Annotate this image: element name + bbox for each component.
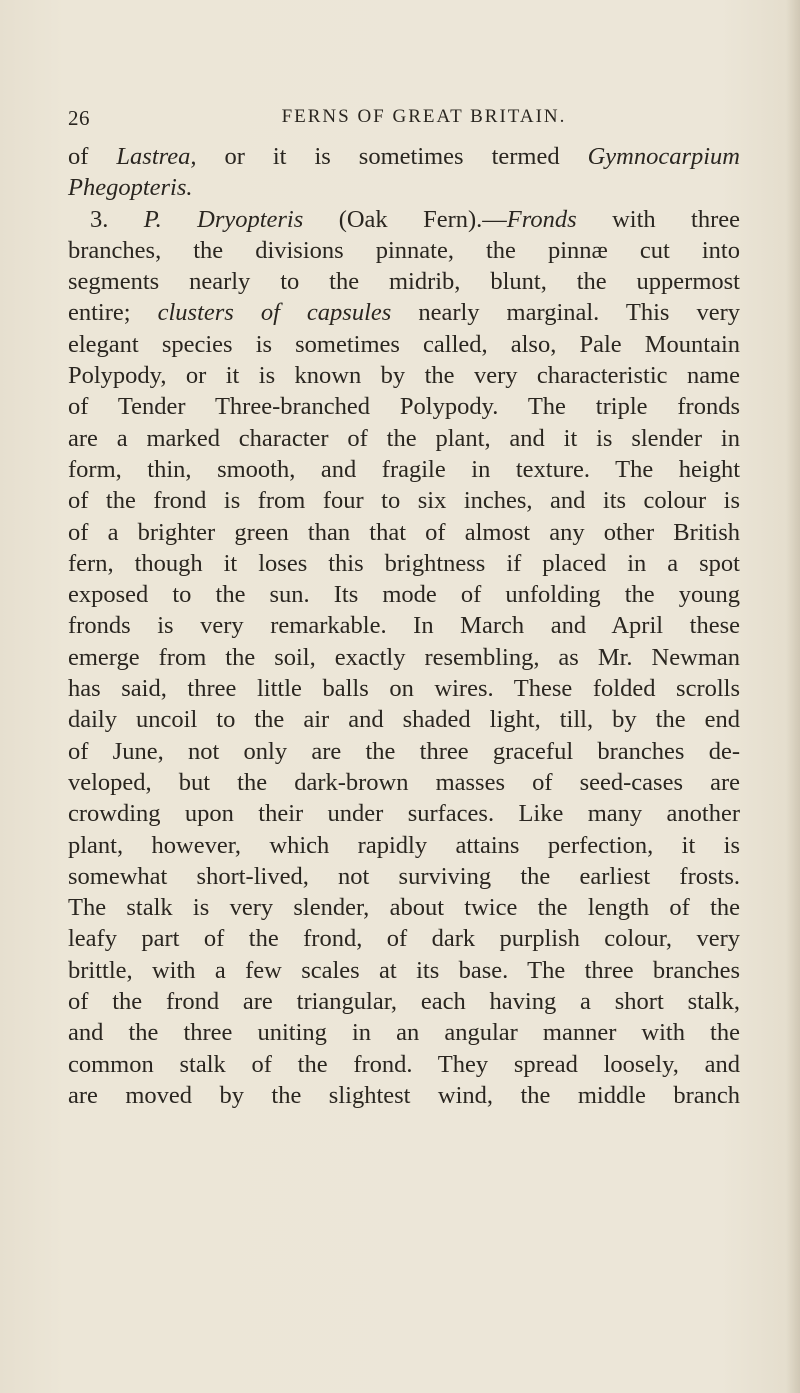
text-run: has said, three little balls on wires. These folded scrolls [68, 675, 740, 703]
italic-text: Lastrea, [116, 143, 197, 170]
italic-text: Fronds [506, 205, 577, 233]
text-line [68, 204, 740, 235]
text-line [68, 798, 740, 829]
page-edge-shadow [786, 0, 800, 1393]
text-line [68, 579, 740, 610]
text-line [68, 266, 740, 297]
text-line [68, 235, 740, 266]
text-line [68, 736, 740, 767]
text-run: somewhat short-lived, not surviving the earliest frosts. [68, 862, 740, 890]
text-line [68, 548, 740, 579]
text-line [68, 329, 740, 360]
text-run: exposed to the sun. Its mode of unfolding the young [68, 581, 740, 609]
text-run: (Oak Fern).— [303, 205, 507, 233]
text-run: common stalk of the frond. They spread loosely, and [68, 1050, 740, 1078]
text-run: of a brighter green than that of almost any other British [68, 518, 740, 546]
text-line [68, 485, 740, 516]
text-line [68, 986, 740, 1017]
text-line [68, 141, 740, 172]
italic-text: Gymnocarpium [587, 143, 740, 170]
running-title: FERNS OF GREAT BRITAIN. [281, 106, 567, 127]
text-run: of the frond is from four to six inches, and its colour is [68, 487, 740, 515]
text-run: leafy part of the frond, of dark purplish colour, very [68, 925, 740, 953]
page-header [68, 106, 740, 136]
text-run: nearly marginal. This very [391, 299, 740, 327]
text-line [68, 297, 740, 328]
text-line [68, 454, 740, 485]
text-run: veloped, but the dark-brown masses of seed-cases are [68, 768, 740, 796]
page-number: 26 [68, 106, 90, 130]
text-line [68, 391, 740, 422]
text-run: with three [576, 205, 740, 233]
text-run: branches, the divisions pinnate, the pinnæ cut into [68, 236, 740, 264]
text-run: fronds is very remarkable. In March and April these [68, 612, 740, 640]
text-run: are moved by the slightest wind, the middle branch [68, 1081, 740, 1109]
text-run: of the frond are triangular, each having a short stalk, [68, 988, 740, 1016]
text-line [68, 673, 740, 704]
text-line [68, 642, 740, 673]
text-line [68, 704, 740, 735]
text-line [68, 830, 740, 861]
text-run: The stalk is very slender, about twice the length of the [68, 894, 740, 922]
text-line [68, 923, 740, 954]
italic-text: Phegopteris. [68, 174, 193, 202]
text-line [68, 767, 740, 798]
text-line [68, 861, 740, 892]
text-run: 3. [90, 205, 144, 233]
text-run: are a marked character of the plant, and it is slender in [68, 424, 740, 452]
text-line [68, 517, 740, 548]
text-run: fern, though it loses this brightness if placed in a spot [68, 549, 740, 577]
text-run: form, thin, smooth, and fragile in texture. The height [68, 455, 740, 483]
italic-text: P. Dryopteris [143, 205, 304, 233]
text-run: of [68, 143, 117, 170]
text-run: of June, not only are the three graceful branches de- [68, 737, 740, 765]
text-line [68, 955, 740, 986]
text-line [68, 1049, 740, 1080]
body-text [68, 141, 740, 1111]
text-run: plant, however, which rapidly attains perfection, it is [68, 831, 740, 859]
text-line [68, 423, 740, 454]
text-run: daily uncoil to the air and shaded light, till, by the end [68, 706, 740, 734]
text-line [68, 1017, 740, 1048]
text-line [68, 360, 740, 391]
text-run: of Tender Three-branched Polypody. The triple fronds [68, 393, 740, 421]
text-run: segments nearly to the midrib, blunt, the uppermost [68, 268, 740, 296]
text-run: emerge from the soil, exactly resembling, as Mr. Newman [68, 643, 740, 671]
text-line [68, 892, 740, 923]
text-run: brittle, with a few scales at its base. The three branches [68, 956, 740, 984]
text-line [68, 610, 740, 641]
text-run: elegant species is sometimes called, also, Pale Mountain [68, 330, 740, 358]
text-run: or it is sometimes termed [196, 143, 588, 170]
text-line [68, 172, 740, 203]
text-run: crowding upon their under surfaces. Like many another [68, 800, 740, 828]
text-line [68, 1080, 740, 1111]
text-run: and the three uniting in an angular manner with the [68, 1019, 740, 1047]
text-run: entire; [68, 299, 158, 327]
italic-text: clusters of capsules [157, 299, 392, 327]
text-run: Polypody, or it is known by the very characteristic name [68, 362, 740, 390]
